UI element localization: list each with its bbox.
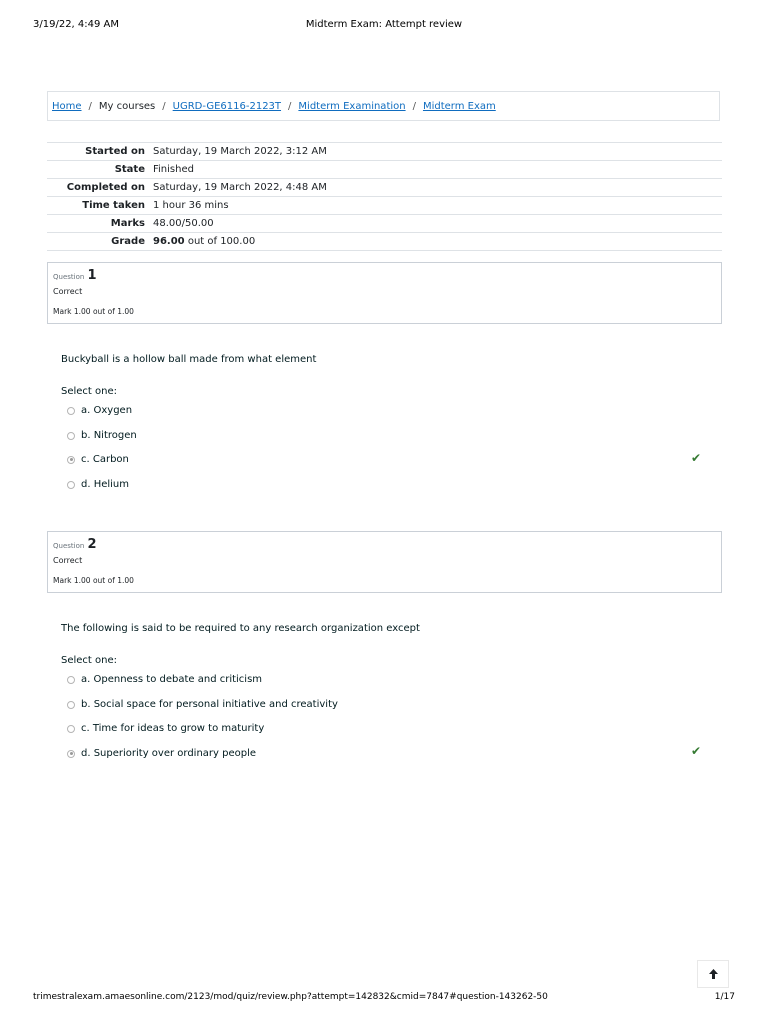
summary-value: 1 hour 36 mins <box>153 197 722 215</box>
check-icon: ✔ <box>691 744 702 758</box>
question-text: The following is said to be required to any research organization except <box>61 623 420 634</box>
print-footer <box>0 992 768 1006</box>
question-state: Correct <box>53 556 83 565</box>
question-formulation-1 <box>61 354 721 504</box>
radio-button[interactable] <box>67 676 75 684</box>
breadcrumb <box>47 91 720 121</box>
summary-value <box>153 233 722 251</box>
question-mark: Mark 1.00 out of 1.00 <box>53 307 134 316</box>
question-state: Correct <box>53 287 83 296</box>
question-mark: Mark 1.00 out of 1.00 <box>53 576 134 585</box>
breadcrumb-separator: / <box>412 100 416 112</box>
print-header <box>0 19 768 33</box>
select-one-prompt: Select one: <box>61 655 118 666</box>
answer-option-selected[interactable] <box>67 748 256 759</box>
summary-label: Completed on <box>47 179 153 197</box>
summary-value: Saturday, 19 March 2022, 3:12 AM <box>153 143 722 161</box>
answer-label: a. Oxygen <box>81 405 133 416</box>
summary-row-completed <box>47 179 722 197</box>
question-number-value: 2 <box>87 537 97 552</box>
select-one-prompt: Select one: <box>61 386 118 397</box>
question-number <box>53 537 97 552</box>
answer-label: c. Time for ideas to grow to maturity <box>81 723 265 734</box>
print-page-number: 1/17 <box>714 992 735 1002</box>
breadcrumb-home-link[interactable]: Home <box>52 100 82 112</box>
answer-option[interactable] <box>67 674 262 685</box>
summary-row-grade <box>47 233 722 251</box>
grade-out-of: out of 100.00 <box>184 236 256 247</box>
summary-row-time-taken <box>47 197 722 215</box>
radio-button-checked[interactable] <box>67 456 75 464</box>
breadcrumb-quiz-link[interactable]: Midterm Exam <box>422 100 496 112</box>
answer-option[interactable] <box>67 430 137 441</box>
breadcrumb-separator: / <box>162 100 166 112</box>
answer-label: d. Helium <box>81 479 130 490</box>
summary-label: Time taken <box>47 197 153 215</box>
attempt-summary-table <box>47 142 722 251</box>
question-number <box>53 268 97 283</box>
question-number-value: 1 <box>87 268 97 283</box>
summary-row-marks <box>47 215 722 233</box>
back-to-top-button[interactable] <box>697 960 729 988</box>
summary-label: State <box>47 161 153 179</box>
print-date: 3/19/22, 4:49 AM <box>33 19 120 30</box>
summary-label: Marks <box>47 215 153 233</box>
answer-option[interactable] <box>67 723 264 734</box>
radio-button-checked[interactable] <box>67 750 75 758</box>
summary-value: 48.00/50.00 <box>153 215 722 233</box>
answer-label: b. Nitrogen <box>81 430 137 441</box>
radio-button[interactable] <box>67 407 75 415</box>
radio-button[interactable] <box>67 701 75 709</box>
summary-label: Grade <box>47 233 153 251</box>
answer-option[interactable] <box>67 699 338 710</box>
summary-value: Finished <box>153 161 722 179</box>
breadcrumb-separator: / <box>288 100 292 112</box>
summary-label: Started on <box>47 143 153 161</box>
print-title: Midterm Exam: Attempt review <box>305 19 463 30</box>
arrow-up-icon <box>708 968 719 980</box>
answer-option[interactable] <box>67 479 129 490</box>
question-formulation-2 <box>61 623 721 773</box>
question-label: Question <box>53 273 85 281</box>
breadcrumb-separator: / <box>88 100 92 112</box>
check-icon: ✔ <box>691 451 702 465</box>
answer-option-selected[interactable] <box>67 454 129 465</box>
grade-score: 96.00 <box>153 236 185 247</box>
breadcrumb-section-link[interactable]: Midterm Examination <box>298 100 406 112</box>
answer-label: d. Superiority over ordinary people <box>81 748 257 759</box>
question-info-1 <box>47 262 722 324</box>
summary-row-started <box>47 143 722 161</box>
print-url: trimestralexam.amaesonline.com/2123/mod/quiz/review.php?attempt=142832&cmid=7847#question-143262-50 <box>33 992 548 1002</box>
question-text: Buckyball is a hollow ball made from what element <box>61 354 317 365</box>
radio-button[interactable] <box>67 481 75 489</box>
question-label: Question <box>53 542 85 550</box>
answer-label: c. Carbon <box>81 454 129 465</box>
breadcrumb-course-link[interactable]: UGRD-GE6116-2123T <box>172 100 282 112</box>
summary-value: Saturday, 19 March 2022, 4:48 AM <box>153 179 722 197</box>
answer-option[interactable] <box>67 405 132 416</box>
radio-button[interactable] <box>67 432 75 440</box>
summary-row-state <box>47 161 722 179</box>
radio-button[interactable] <box>67 725 75 733</box>
answer-label: a. Openness to debate and criticism <box>81 674 263 685</box>
question-info-2 <box>47 531 722 593</box>
answer-label: b. Social space for personal initiative and creativity <box>81 699 338 710</box>
breadcrumb-my-courses: My courses <box>98 100 156 112</box>
